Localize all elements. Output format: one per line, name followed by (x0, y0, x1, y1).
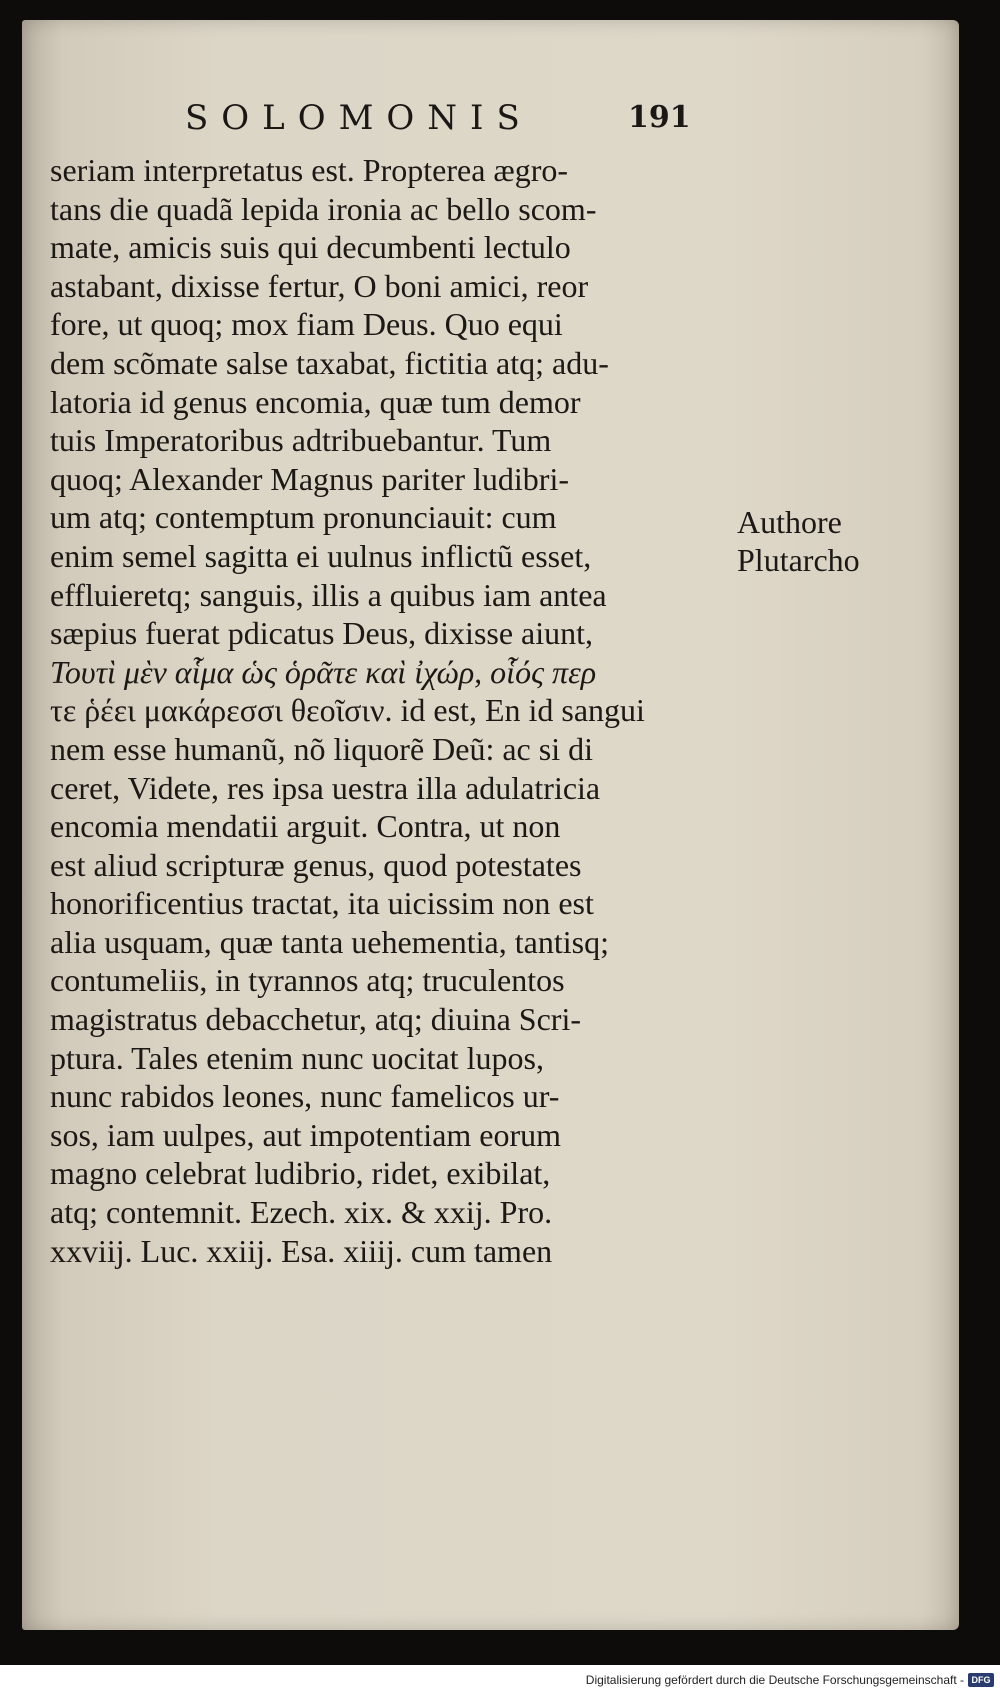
page-number: 191 (628, 100, 691, 135)
text-line: ceret, Videte, res ipsa uestra illa adulatricia (50, 769, 601, 806)
dfg-logo-icon: DFG (968, 1673, 994, 1687)
text-line: xxviij. Luc. xxiij. Esa. xiiij. cum tamen (50, 1232, 553, 1269)
text-line: est aliud scripturæ genus, quod potestates (50, 846, 582, 883)
text-line: nunc rabidos leones, nunc famelicos ur- (50, 1078, 560, 1115)
text-line: nem esse humanũ, nõ liquorẽ Deũ: ac si di (50, 730, 593, 767)
text-line: latoria id genus encomia, quæ tum demor (50, 383, 581, 420)
text-line: atq; contemnit. Ezech. xix. & xxij. Pro. (50, 1194, 553, 1231)
text-line: sæpius fuerat pdicatus Deus, dixisse aiunt, (50, 615, 594, 652)
text-line: fore, ut quoq; mox fiam Deus. Quo equi (50, 306, 563, 343)
text-line: dem scõmate salse taxabat, fictitia atq; adu- (50, 344, 609, 381)
text-line: contumeliis, in tyrannos atq; truculentos (50, 962, 565, 999)
page-header (0, 95, 1000, 141)
text-line: ptura. Tales etenim nunc uocitat lupos, (50, 1039, 544, 1076)
running-head: SOLOMONIS (185, 98, 533, 138)
text-line: effluieretq; sanguis, illis a quibus iam antea (50, 576, 607, 613)
text-line: astabant, dixisse fertur, O boni amici, reor (50, 267, 589, 304)
text-line: honorificentius tractat, ita uicissim non est (50, 885, 594, 922)
margin-note-line: Authore (737, 504, 842, 540)
digitization-footer (0, 1670, 1000, 1695)
text-line: mate, amicis suis qui decumbenti lectulo (50, 229, 571, 266)
text-line: tans die quadã lepida ironia ac bello scom- (50, 190, 597, 227)
body-text (50, 151, 720, 1270)
greek-text-line: Τουτὶ μὲν αἷμα ὡς ὁρᾶτε καὶ ἰχώρ, οἷός περ (50, 653, 597, 690)
text-line: um atq; contemptum pronunciauit: cum (50, 499, 557, 536)
text-line: seriam interpretatus est. Propterea ægro- (50, 152, 569, 188)
text-line: magno celebrat ludibrio, ridet, exibilat, (50, 1155, 551, 1192)
funding-credit: Digitalisierung gefördert durch die Deutsche Forschungsgemeinschaft - (585, 1673, 964, 1687)
greek-text-line: τε ῥέει μακάρεσσι θεοῖσιν. id est, En id sangui (50, 692, 645, 729)
text-line: alia usquam, quæ tanta uehementia, tantisq; (50, 923, 609, 960)
text-line: encomia mendatii arguit. Contra, ut non (50, 808, 561, 845)
margin-note (737, 503, 937, 579)
text-line: quoq; Alexander Magnus pariter ludibri- (50, 460, 569, 497)
text-line: magistratus debacchetur, atq; diuina Scri- (50, 1001, 581, 1038)
text-line: enim semel sagitta ei uulnus inflictũ esset, (50, 537, 592, 574)
text-line: sos, iam uulpes, aut impotentiam eorum (50, 1116, 562, 1153)
text-line: tuis Imperatoribus adtribuebantur. Tum (50, 422, 552, 459)
margin-note-line: Plutarcho (737, 542, 860, 578)
